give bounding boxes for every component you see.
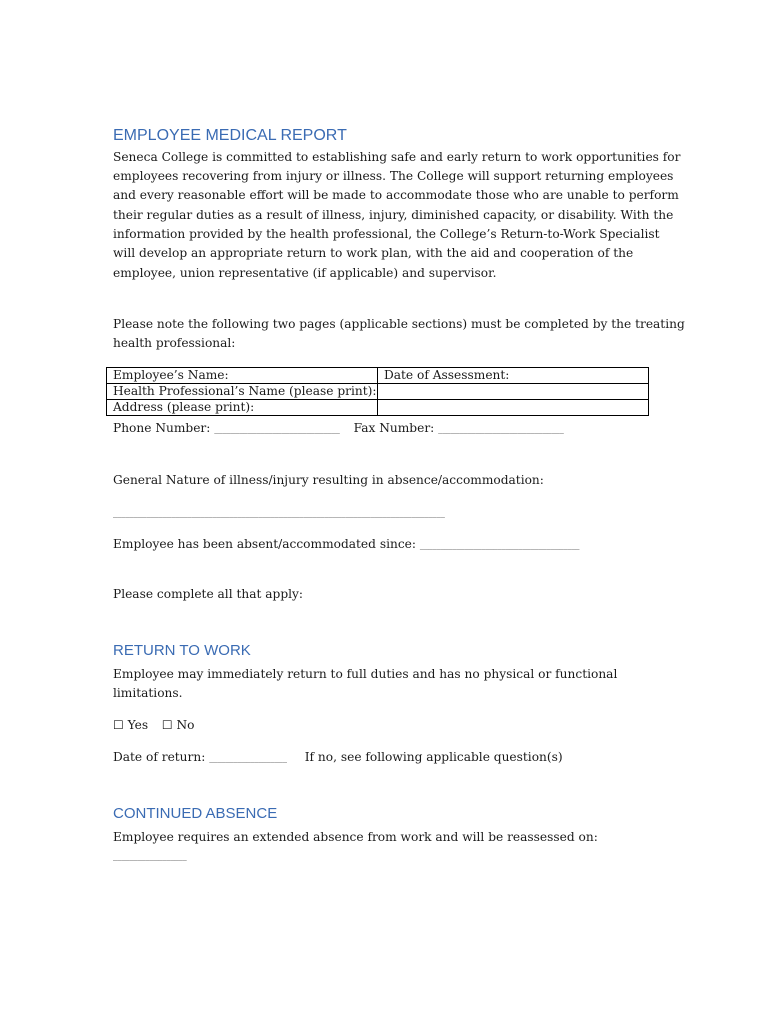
- return-to-work-line: limitations.: [113, 686, 183, 700]
- yes-checkbox[interactable]: ☐: [113, 718, 124, 732]
- date-of-return-line: [113, 748, 658, 768]
- note-line: health professional:: [113, 336, 236, 350]
- intro-line: employees recovering from injury or illness. The College will support returning employees: [113, 169, 674, 183]
- continued-absence-line: Employee requires an extended absence from work and will be reassessed on:: [113, 830, 598, 844]
- date-of-return-field[interactable]: ___________________: [209, 753, 287, 763]
- intro-line: employee, union representative (if applicable) and supervisor.: [113, 266, 497, 280]
- date-of-return-label: Date of return:: [113, 750, 206, 764]
- return-to-work-line: Employee may immediately return to full duties and has no physical or functional: [113, 667, 618, 681]
- no-checkbox[interactable]: ☐: [161, 718, 173, 732]
- phone-label: Phone Number:: [113, 421, 211, 435]
- page-title: EMPLOYEE MEDICAL REPORT: [113, 127, 347, 144]
- fax-label: Fax Number:: [353, 421, 435, 435]
- employee-name-field[interactable]: Employee’s Name:: [107, 368, 378, 384]
- intro-line: will develop an appropriate return to work plan, with the aid and cooperation of the: [113, 246, 634, 260]
- address-input[interactable]: [378, 400, 649, 416]
- note-line: Please note the following two pages (applicable sections) must be completed by the treating: [113, 317, 685, 331]
- employee-info-table: [106, 367, 649, 416]
- yes-label: Yes: [127, 718, 149, 732]
- if-no-text: If no, see following applicable question(s): [304, 750, 563, 764]
- fax-number-field[interactable]: ______________________________: [438, 424, 564, 434]
- intro-line: Seneca College is committed to establishing safe and early return to work opportunities for: [113, 150, 681, 164]
- table-row: [107, 400, 649, 416]
- phone-number-field[interactable]: ______________________________: [214, 424, 340, 434]
- absent-since-field[interactable]: _______________________________________: [419, 540, 580, 550]
- reassessment-date-field[interactable]: __________________: [113, 851, 187, 861]
- phone-fax-line: [113, 419, 658, 439]
- intro-line: information provided by the health professional, the College’s Return-to-Work Specialist: [113, 227, 660, 241]
- health-professional-name-input[interactable]: [378, 384, 649, 400]
- address-field[interactable]: Address (please print):: [107, 400, 378, 416]
- intro-line: their regular duties as a result of illness, injury, diminished capacity, or disability. With the: [113, 208, 674, 222]
- intro-line: and every reasonable effort will be made to accommodate those who are unable to perform: [113, 188, 679, 202]
- date-of-assessment-field[interactable]: Date of Assessment:: [378, 368, 649, 384]
- nature-label: General Nature of illness/injury resulting in absence/accommodation:: [113, 473, 544, 487]
- no-label: No: [176, 718, 195, 732]
- absent-since-line: [113, 535, 658, 555]
- return-to-work-heading: RETURN TO WORK: [113, 642, 251, 659]
- continued-absence-heading: CONTINUED ABSENCE: [113, 805, 278, 822]
- table-row: [107, 384, 649, 400]
- health-professional-name-field[interactable]: Health Professional’s Name (please print):: [107, 384, 378, 400]
- complete-all-text: Please complete all that apply:: [113, 587, 304, 601]
- absent-since-label: Employee has been absent/accommodated since:: [113, 537, 416, 551]
- table-row: [107, 368, 649, 384]
- yes-no-options: [113, 716, 658, 735]
- nature-field[interactable]: ________________________________________________________________________________: [113, 508, 445, 518]
